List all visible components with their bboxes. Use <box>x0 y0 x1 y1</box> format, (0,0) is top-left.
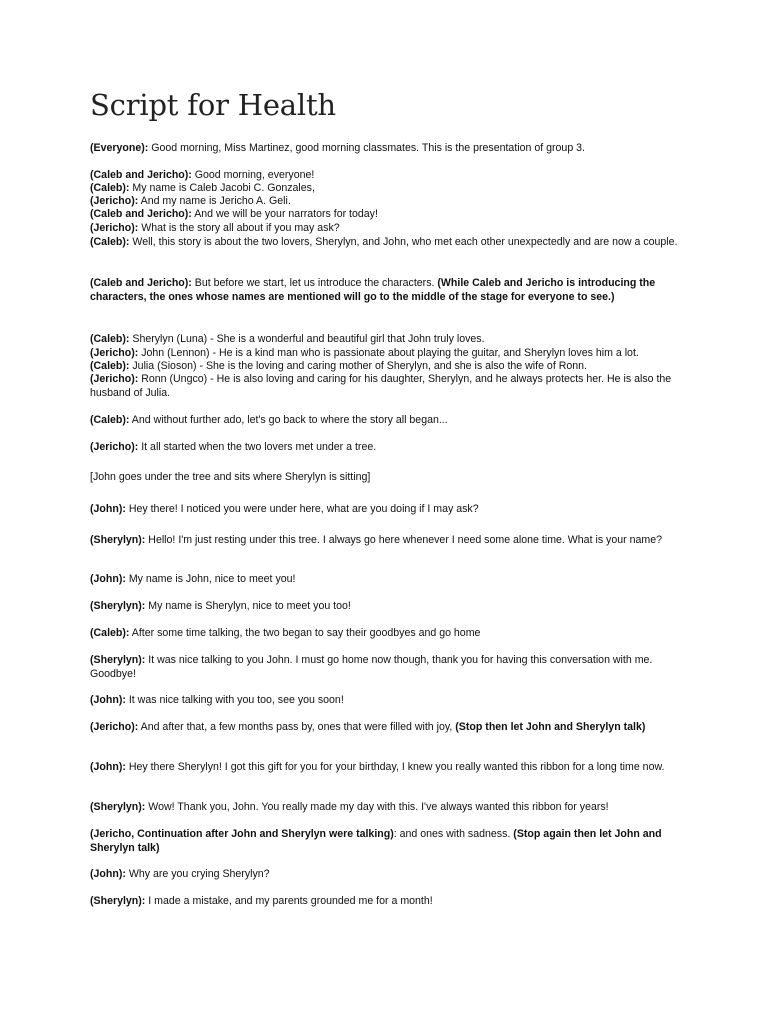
script-line <box>90 761 688 775</box>
speaker-or-direction: (Jericho): <box>90 195 139 207</box>
line-text: I made a mistake, and my parents grounded me for a month! <box>145 895 433 907</box>
line-text: [John goes under the tree and sits where Sherylyn is sitting] <box>90 471 371 483</box>
line-text: Ronn (Ungco) - He is also loving and caring for his daughter, Sherylyn, and he always protects her. He is also the husband of Julia. <box>90 373 672 399</box>
script-line <box>90 182 688 196</box>
script-line <box>90 236 688 250</box>
speaker-or-direction: (Jericho): <box>90 441 139 453</box>
line-text: Wow! Thank you, John. You really made my day with this. I've always wanted this ribbon for years! <box>145 801 609 813</box>
speaker-or-direction: (Jericho, Continuation after John and Sherylyn were talking) <box>90 828 394 840</box>
line-text: What is the story all about if you may ask? <box>138 222 340 234</box>
speaker-or-direction: (Caleb): <box>90 182 130 194</box>
line-text: My name is Sherylyn, nice to meet you too! <box>145 600 351 612</box>
speaker-or-direction: (Caleb): <box>90 627 130 639</box>
script-line <box>90 277 688 304</box>
speaker-or-direction: (Caleb): <box>90 333 130 345</box>
document-title: Script for Health <box>90 88 336 122</box>
speaker-or-direction: (John): <box>90 694 126 706</box>
script-line <box>90 347 688 361</box>
speaker-or-direction: (Stop again then let John and Sherylyn talk) <box>90 828 662 854</box>
script-line <box>90 360 688 374</box>
speaker-or-direction: (Everyone): <box>90 142 149 154</box>
speaker-or-direction: (John): <box>90 761 126 773</box>
script-line <box>90 441 688 455</box>
script-line <box>90 414 688 428</box>
script-line <box>90 868 688 882</box>
speaker-or-direction: (Sherylyn): <box>90 801 146 813</box>
script-line <box>90 600 688 614</box>
line-text: But before we start, let us introduce the characters. <box>191 277 438 289</box>
speaker-or-direction: (Sherylyn): <box>90 895 146 907</box>
speaker-or-direction: (Caleb): <box>90 236 130 248</box>
script-line <box>90 694 688 708</box>
speaker-or-direction: (Sherylyn): <box>90 600 146 612</box>
script-line <box>90 573 688 587</box>
speaker-or-direction: (Caleb): <box>90 414 130 426</box>
line-text: After some time talking, the two began to say their goodbyes and go home <box>129 627 481 639</box>
line-text: It was nice talking with you too, see you soon! <box>125 694 344 706</box>
script-line <box>90 801 688 815</box>
line-text: Sherylyn (Luna) - She is a wonderful and beautiful girl that John truly loves. <box>129 333 485 345</box>
speaker-or-direction: (Caleb and Jericho): <box>90 208 192 220</box>
script-line <box>90 373 688 400</box>
speaker-or-direction: (John): <box>90 573 126 585</box>
speaker-or-direction: (Stop then let John and Sherylyn talk) <box>455 721 646 733</box>
speaker-or-direction: (Jericho): <box>90 347 139 359</box>
line-text: My name is John, nice to meet you! <box>125 573 296 585</box>
line-text: Julia (Sioson) - She is the loving and caring mother of Sherylyn, and she is also the wife of Ronn. <box>129 360 587 372</box>
speaker-or-direction: (Sherylyn): <box>90 534 146 546</box>
line-text: John (Lennon) - He is a kind man who is passionate about playing the guitar, and Sherylyn loves him a lot. <box>138 347 639 359</box>
line-text: And my name is Jericho A. Geli. <box>138 195 291 207</box>
script-line <box>90 208 688 222</box>
line-text: : and ones with sadness. <box>393 828 514 840</box>
speaker-or-direction: (Sherylyn): <box>90 654 146 666</box>
line-text: It was nice talking to you John. I must go home now though, thank you for having this conversation with me. Goodbye! <box>90 654 653 680</box>
speaker-or-direction: (Jericho): <box>90 721 139 733</box>
speaker-or-direction: (John): <box>90 503 126 515</box>
script-line <box>90 721 688 735</box>
script-line <box>90 195 688 209</box>
script-line <box>90 895 688 909</box>
line-text: Well, this story is about the two lovers, Sherylyn, and John, who met each other unexpectedly and are now a couple. <box>129 236 678 248</box>
speaker-or-direction: (Caleb): <box>90 360 130 372</box>
speaker-or-direction: (Jericho): <box>90 222 139 234</box>
speaker-or-direction: (Caleb and Jericho): <box>90 169 192 181</box>
script-line <box>90 627 688 641</box>
script-line <box>90 503 688 517</box>
line-text: Hey there Sherylyn! I got this gift for you for your birthday, I knew you really wanted this ribbon for a long time now. <box>125 761 665 773</box>
script-line <box>90 333 688 347</box>
line-text: And after that, a few months pass by, ones that were filled with joy, <box>138 721 456 733</box>
speaker-or-direction: (While Caleb and Jericho is introducing the characters, the ones whose names are mentioned will go to the middle of the stage for everyone to see.) <box>90 277 656 303</box>
speaker-or-direction: (John): <box>90 868 126 880</box>
line-text: Hello! I'm just resting under this tree. I always go here whenever I need some alone time. What is your name? <box>145 534 663 546</box>
script-line <box>90 169 688 183</box>
line-text: It all started when the two lovers met under a tree. <box>138 441 377 453</box>
script-line <box>90 222 688 236</box>
line-text: Good morning, Miss Martinez, good morning classmates. This is the presentation of group 3. <box>148 142 585 154</box>
line-text: Hey there! I noticed you were under here, what are you doing if I may ask? <box>125 503 479 515</box>
script-line <box>90 471 688 485</box>
script-line <box>90 142 688 156</box>
speaker-or-direction: (Jericho): <box>90 373 139 385</box>
line-text: And without further ado, let's go back to where the story all began... <box>129 414 448 426</box>
line-text: My name is Caleb Jacobi C. Gonzales, <box>129 182 315 194</box>
speaker-or-direction: (Caleb and Jericho): <box>90 277 192 289</box>
line-text: Why are you crying Sherylyn? <box>125 868 270 880</box>
line-text: And we will be your narrators for today! <box>191 208 378 220</box>
script-line <box>90 654 688 681</box>
script-line <box>90 534 688 548</box>
line-text: Good morning, everyone! <box>191 169 315 181</box>
script-line <box>90 828 688 855</box>
